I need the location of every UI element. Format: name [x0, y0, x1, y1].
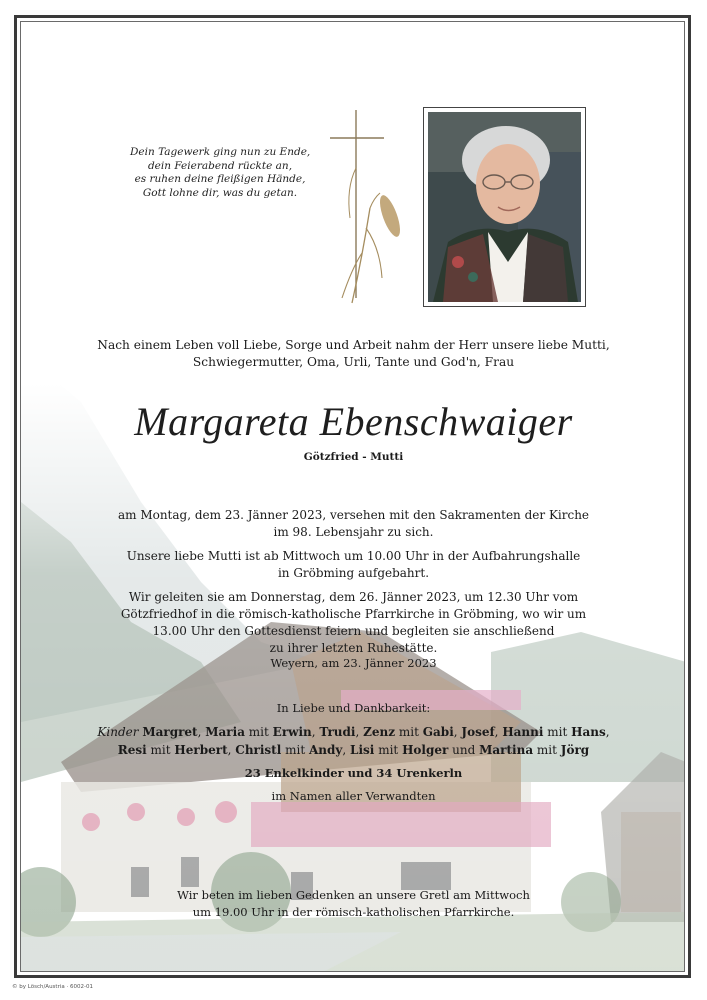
child-name: Resi	[117, 743, 147, 757]
poem-line: dein Feierabend rückte an,	[147, 159, 293, 172]
portrait-photo	[423, 107, 586, 307]
intro-line: Schwiegermutter, Oma, Urli, Tante und God'n, Frau	[192, 355, 515, 369]
death-line: im 98. Lebensjahr zu sich.	[273, 525, 434, 539]
child-name: Gabi	[422, 725, 454, 739]
separator: ,	[494, 725, 499, 739]
kinder-label: Kinder	[97, 725, 139, 739]
funeral-notice	[30, 589, 677, 657]
viewing-line: in Gröbming aufgebahrt.	[277, 566, 430, 580]
grandchildren-line: 23 Enkelkinder und 34 Urenkerln	[244, 766, 463, 780]
separator: mit	[285, 743, 306, 757]
separator: mit	[248, 725, 269, 739]
poem-line: Dein Tagewerk ging nun zu Ende,	[130, 146, 311, 158]
child-name: Andy	[308, 743, 343, 757]
separator: ,	[453, 725, 458, 739]
thanks-line: In Liebe und Dankbarkeit:	[276, 701, 431, 715]
child-name: Margret	[142, 725, 198, 739]
child-name: Maria	[205, 725, 245, 739]
child-name: Trudi	[319, 725, 356, 739]
cross-with-wheat-icon	[322, 108, 412, 308]
child-name: Jörg	[560, 743, 590, 757]
child-name: Christl	[235, 743, 282, 757]
viewing-notice	[30, 548, 677, 582]
child-name: Holger	[402, 743, 449, 757]
child-name: Martina	[479, 743, 534, 757]
publisher-footer: © by Lösch/Austria · 6002-01	[12, 984, 93, 990]
child-name: Josef	[461, 725, 495, 739]
separator: ,	[342, 743, 347, 757]
separator: mit	[547, 725, 568, 739]
portrait-image	[428, 112, 581, 302]
separator: ,	[355, 725, 360, 739]
funeral-line: 13.00 Uhr den Gottesdienst feiern und begleiten sie anschließend	[152, 624, 555, 638]
closing-line: Wir beten im lieben Gedenken an unsere Gretl am Mittwoch	[177, 888, 530, 902]
poem-line: Gott lohne dir, was du getan.	[142, 186, 298, 199]
separator: ,	[227, 743, 232, 757]
funeral-line: Götzfriedhof in die römisch-katholische Pfarrkirche in Gröbming, wo wir um	[120, 607, 587, 621]
death-notice	[30, 507, 677, 541]
family-line-1	[30, 723, 677, 741]
child-name: Zenz	[363, 725, 396, 739]
separator: ,	[605, 725, 610, 739]
separator: ,	[311, 725, 316, 739]
separator: mit	[378, 743, 399, 757]
deceased-name: Margareta Ebenschwaiger	[134, 399, 573, 444]
funeral-line: zu ihrer letzten Ruhestätte.	[269, 641, 438, 655]
viewing-line: Unsere liebe Mutti ist ab Mittwoch um 10.00 Uhr in der Aufbahrungshalle	[126, 549, 581, 563]
intro-line: Nach einem Leben voll Liebe, Sorge und Arbeit nahm der Herr unsere liebe Mutti,	[97, 338, 610, 352]
poem	[130, 146, 310, 200]
child-name: Erwin	[272, 725, 312, 739]
family-list	[30, 723, 677, 759]
death-line: am Montag, dem 23. Jänner 2023, versehen mit den Sakramenten der Kirche	[117, 508, 590, 522]
closing-line: um 19.00 Uhr in der römisch-katholischen Pfarrkirche.	[192, 905, 515, 919]
child-name: Herbert	[174, 743, 228, 757]
deceased-nickname: Götzfried - Mutti	[303, 451, 404, 463]
separator: ,	[197, 725, 202, 739]
place-date: Weyern, am 23. Jänner 2023	[270, 656, 437, 670]
separator: und	[452, 743, 476, 757]
child-name: Hanni	[502, 725, 544, 739]
closing-prayer	[30, 887, 677, 921]
family-line-2	[30, 741, 677, 759]
intro-text	[30, 337, 677, 371]
poem-line: es ruhen deine fleißigen Hände,	[134, 173, 306, 185]
separator: mit	[398, 725, 419, 739]
separator: mit	[150, 743, 171, 757]
separator: mit	[536, 743, 557, 757]
child-name: Hans	[571, 725, 606, 739]
child-name: Lisi	[350, 743, 375, 757]
funeral-line: Wir geleiten sie am Donnerstag, dem 26. Jänner 2023, um 12.30 Uhr vom	[128, 590, 579, 604]
relatives-line: im Namen aller Verwandten	[271, 789, 436, 803]
